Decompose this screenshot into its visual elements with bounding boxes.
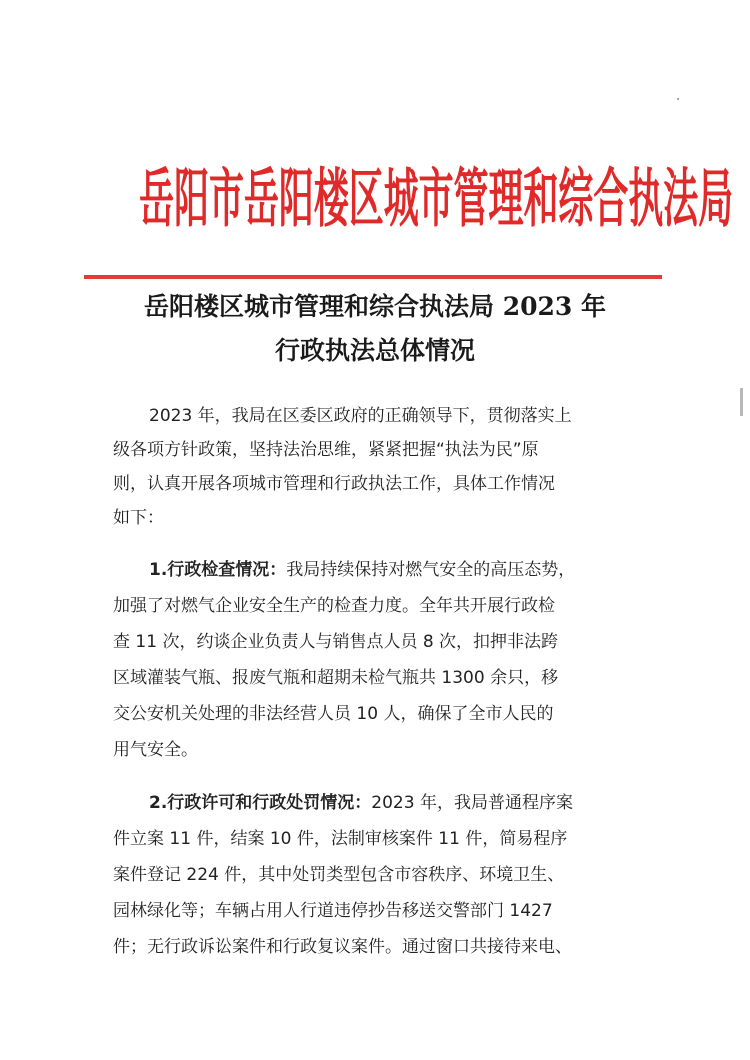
scan-speck xyxy=(677,98,679,100)
letterhead-red-rule xyxy=(84,275,662,279)
section-1-line-4: 区域灌装气瓶、报废气瓶和超期未检气瓶共 1300 余只，移 xyxy=(113,668,559,688)
intro-line-1: 2023 年，我局在区委区政府的正确领导下，贯彻落实上 xyxy=(149,406,572,426)
document-title-line-2: 行政执法总体情况 xyxy=(274,336,475,365)
section-2-line-5: 件；无行政诉讼案件和行政复议案件。通过窗口共接待来电、 xyxy=(113,937,572,957)
intro-line-4: 如下： xyxy=(113,508,164,528)
intro-line-2: 级各项方针政策，坚持法治思维，紧紧把握“执法为民”原 xyxy=(113,440,539,460)
section-1-line-5: 交公安机关处理的非法经营人员 10 人，确保了全市人民的 xyxy=(113,704,554,724)
letterhead-org-name: 岳阳市岳阳楼区城市管理和综合执法局 xyxy=(139,162,734,237)
section-2-first-line xyxy=(149,786,573,820)
section-2-line-2: 件立案 11 件，结案 10 件，法制审核案件 11 件，简易程序 xyxy=(113,829,568,849)
section-2-line-3: 案件登记 224 件，其中处罚类型包含市容秩序、环境卫生、 xyxy=(113,865,565,885)
scan-edge-mark xyxy=(740,388,743,416)
section-1-line-2: 加强了对燃气企业安全生产的检查力度。全年共开展行政检 xyxy=(113,596,555,616)
section-1-first-line-text: 我局持续保持对燃气安全的高压态势， xyxy=(286,560,576,580)
section-1-heading: 1.行政检查情况： xyxy=(149,560,287,580)
section-1-first-line xyxy=(149,553,575,587)
section-1-line-3: 查 11 次，约谈企业负责人与销售点人员 8 次，扣押非法跨 xyxy=(113,632,559,652)
section-2-first-line-text: 2023 年，我局普通程序案 xyxy=(371,793,573,813)
intro-line-3: 则，认真开展各项城市管理和行政执法工作，具体工作情况 xyxy=(113,474,555,494)
document-title-line-1: 岳阳楼区城市管理和综合执法局 2023 年 xyxy=(144,292,606,321)
section-2-line-4: 园林绿化等；车辆占用人行道违停抄告移送交警部门 1427 xyxy=(113,901,553,921)
section-2-heading: 2.行政许可和行政处罚情况： xyxy=(149,793,372,813)
section-1-line-6: 用气安全。 xyxy=(113,740,198,760)
